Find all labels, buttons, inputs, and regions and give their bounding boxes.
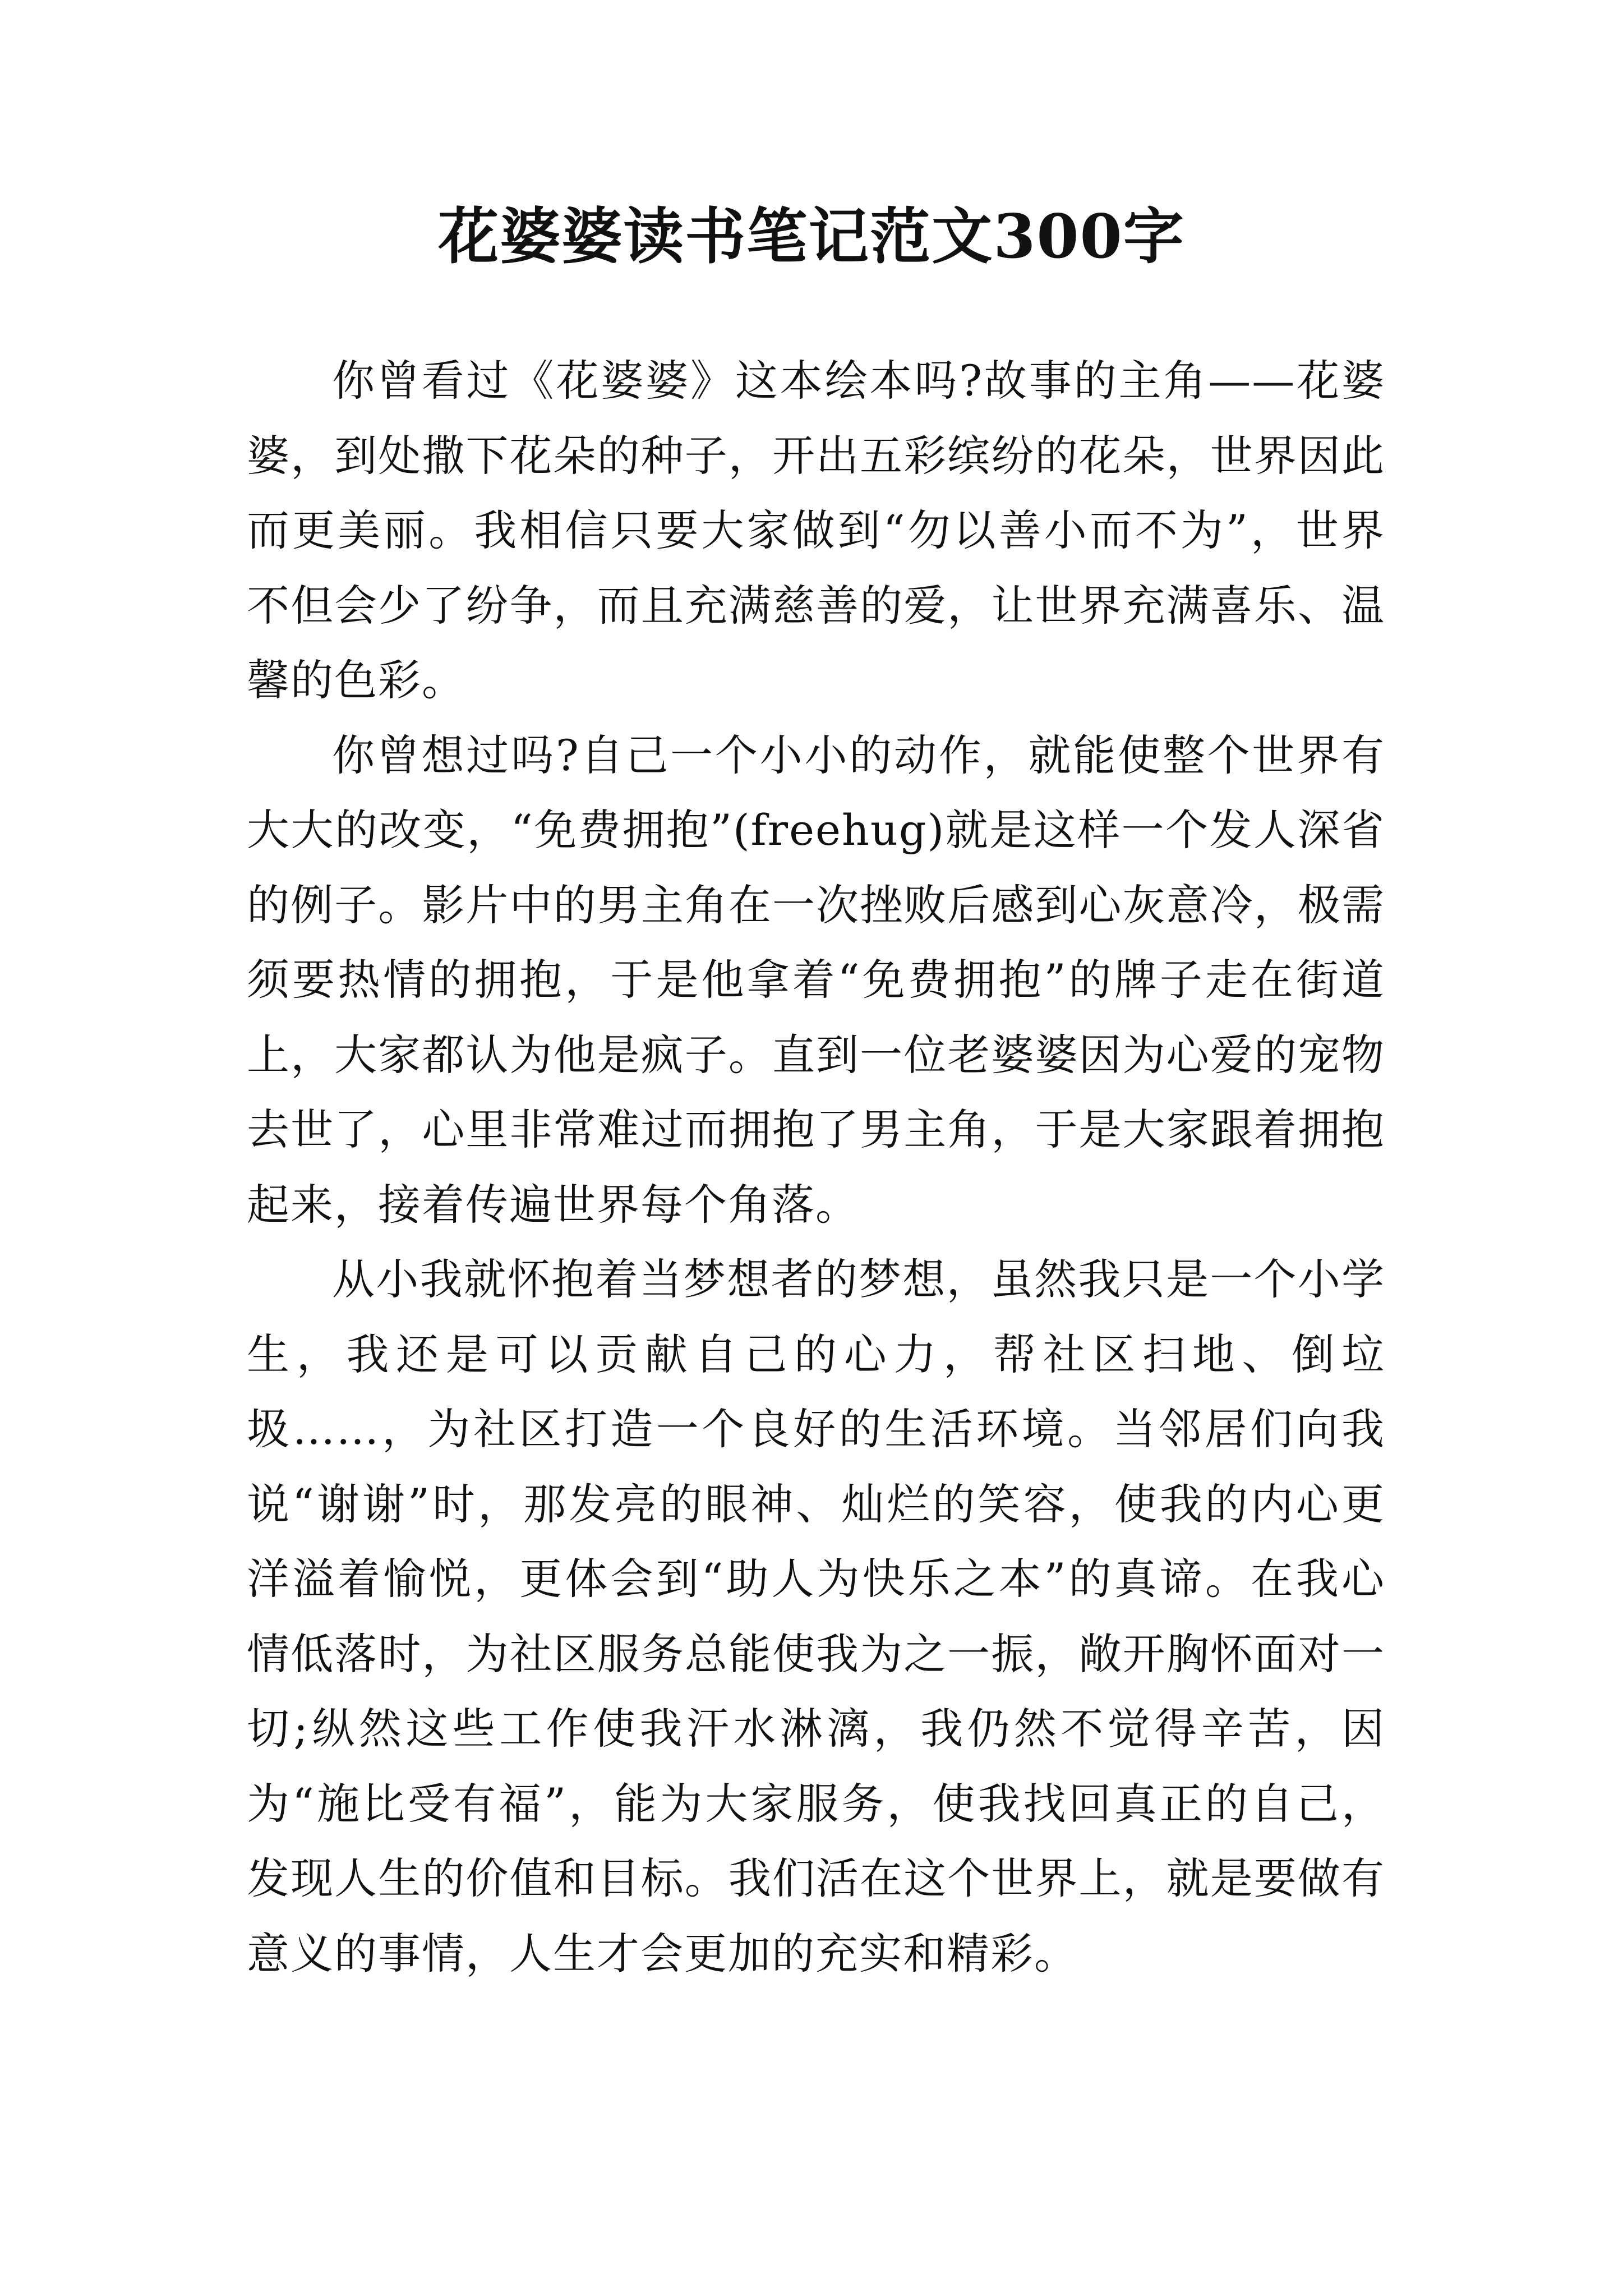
document-title: 花婆婆读书笔记范文300字 (438, 201, 1185, 272)
paragraph-1: 你曾看过《花婆婆》这本绘本吗?故事的主角——花婆婆，到处撒下花朵的种子，开出五彩缤纷的花朵，世界因此而更美丽。我相信只要大家做到“勿以善小而不为”，世界不但会少了纷争，而且充满慈善的爱，让世界充满喜乐、温馨的色彩。 (247, 356, 1385, 705)
paragraph-2: 你曾想过吗?自己一个小小的动作，就能使整个世界有大大的改变，“免费拥抱”(freehug)就是这样一个发人深省的例子。影片中的男主角在一次挫败后感到心灰意冷，极需须要热情的拥抱，于是他拿着“免费拥抱”的牌子走在街道上，大家都认为他是疯子。直到一位老婆婆因为心爱的宠物去世了，心里非常难过而拥抱了男主角，于是大家跟着拥抱起来，接着传遍世界每个角落。 (247, 730, 1385, 1230)
document-body (247, 343, 1385, 1991)
paragraph-3: 从小我就怀抱着当梦想者的梦想，虽然我只是一个小学生，我还是可以贡献自己的心力，帮社区扫地、倒垃圾……，为社区打造一个良好的生活环境。当邻居们向我说“谢谢”时，那发亮的眼神、灿烂的笑容，使我的内心更洋溢着愉悦，更体会到“助人为快乐之本”的真谛。在我心情低落时，为社区服务总能使我为之一振，敞开胸怀面对一切;纵然这些工作使我汗水淋漓，我仍然不觉得辛苦，因为“施比受有福”，能为大家服务，使我找回真正的自己，发现人生的价值和目标。我们活在这个世界上，就是要做有意义的事情，人生才会更加的充实和精彩。 (247, 1254, 1385, 1978)
